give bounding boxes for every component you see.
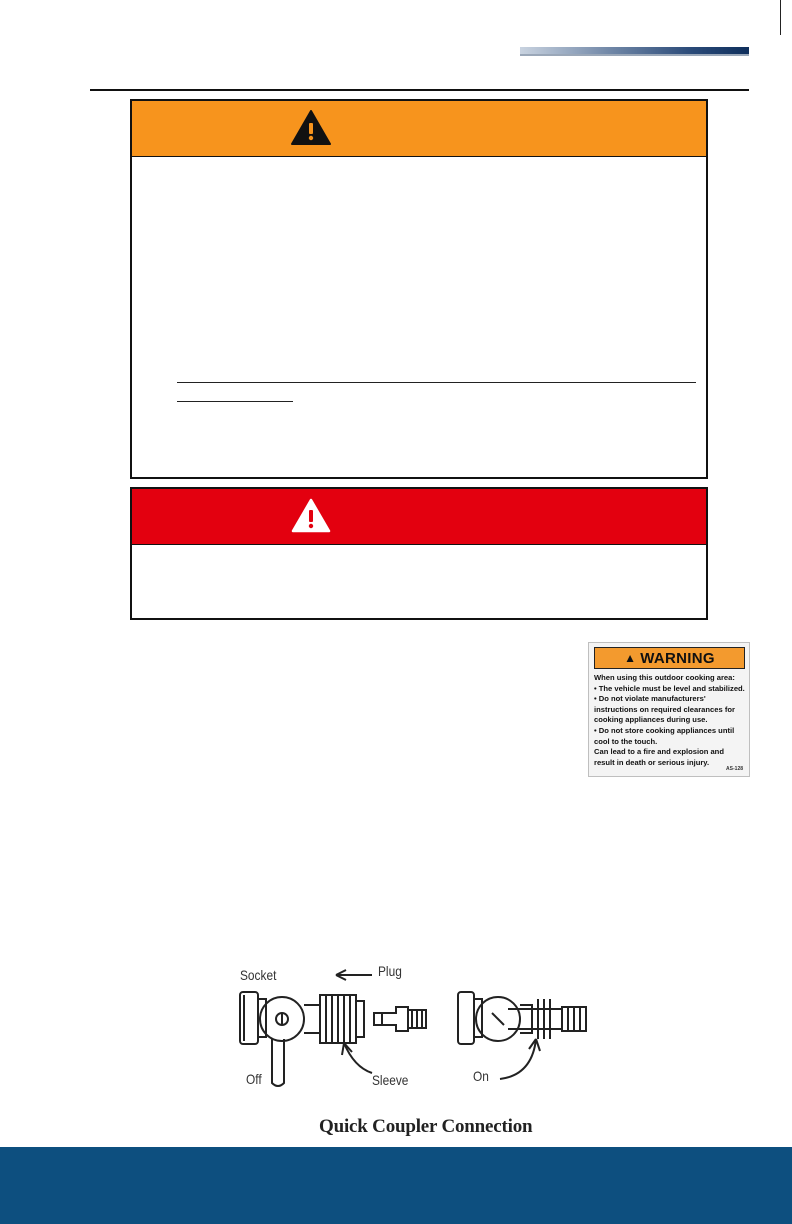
underline-rule [177, 401, 293, 402]
decal-line: When using this outdoor cooking area: [594, 673, 735, 682]
decal-line: Can lead to a fire and explosion and [594, 747, 724, 757]
trim-mark [780, 0, 781, 35]
figure-caption: Quick Coupler Connection [319, 1116, 533, 1137]
socket-label: Socket [240, 967, 277, 983]
warning-banner [132, 101, 706, 157]
decal-line: cool to the touch. [594, 736, 658, 746]
decal-line: instructions on required clearances for [594, 704, 735, 714]
decal-warning-icon: ▲ [624, 651, 637, 665]
decal-line: • Do not violate manufacturers' [594, 694, 706, 704]
danger-banner [132, 489, 706, 545]
warning-triangle-icon [290, 109, 332, 147]
plug-label: Plug [378, 963, 402, 979]
header-accent-bar [520, 47, 749, 54]
off-label: Off [246, 1071, 262, 1087]
decal-banner [594, 647, 745, 669]
header-rule [90, 89, 749, 91]
decal-line: cooking appliances during use. [594, 715, 708, 725]
decal-heading: WARNING [640, 649, 715, 667]
header-accent-underline [520, 54, 749, 56]
quick-coupler-illustration [232, 955, 592, 1115]
decal-line: • Do not store cooking appliances until [594, 725, 735, 735]
on-label: On [473, 1068, 489, 1084]
decal-line: result in death or serious injury. [594, 757, 710, 767]
decal-code: AS-128 [726, 766, 743, 772]
footer-bar [0, 1147, 792, 1224]
decal-text [594, 673, 745, 768]
warning-decal [588, 642, 750, 777]
danger-triangle-icon [290, 497, 332, 535]
warning-callout [130, 99, 708, 479]
danger-callout [130, 487, 708, 620]
decal-line: • The vehicle must be level and stabilized. [594, 683, 745, 693]
underline-rule [177, 382, 696, 383]
sleeve-label: Sleeve [372, 1072, 409, 1088]
